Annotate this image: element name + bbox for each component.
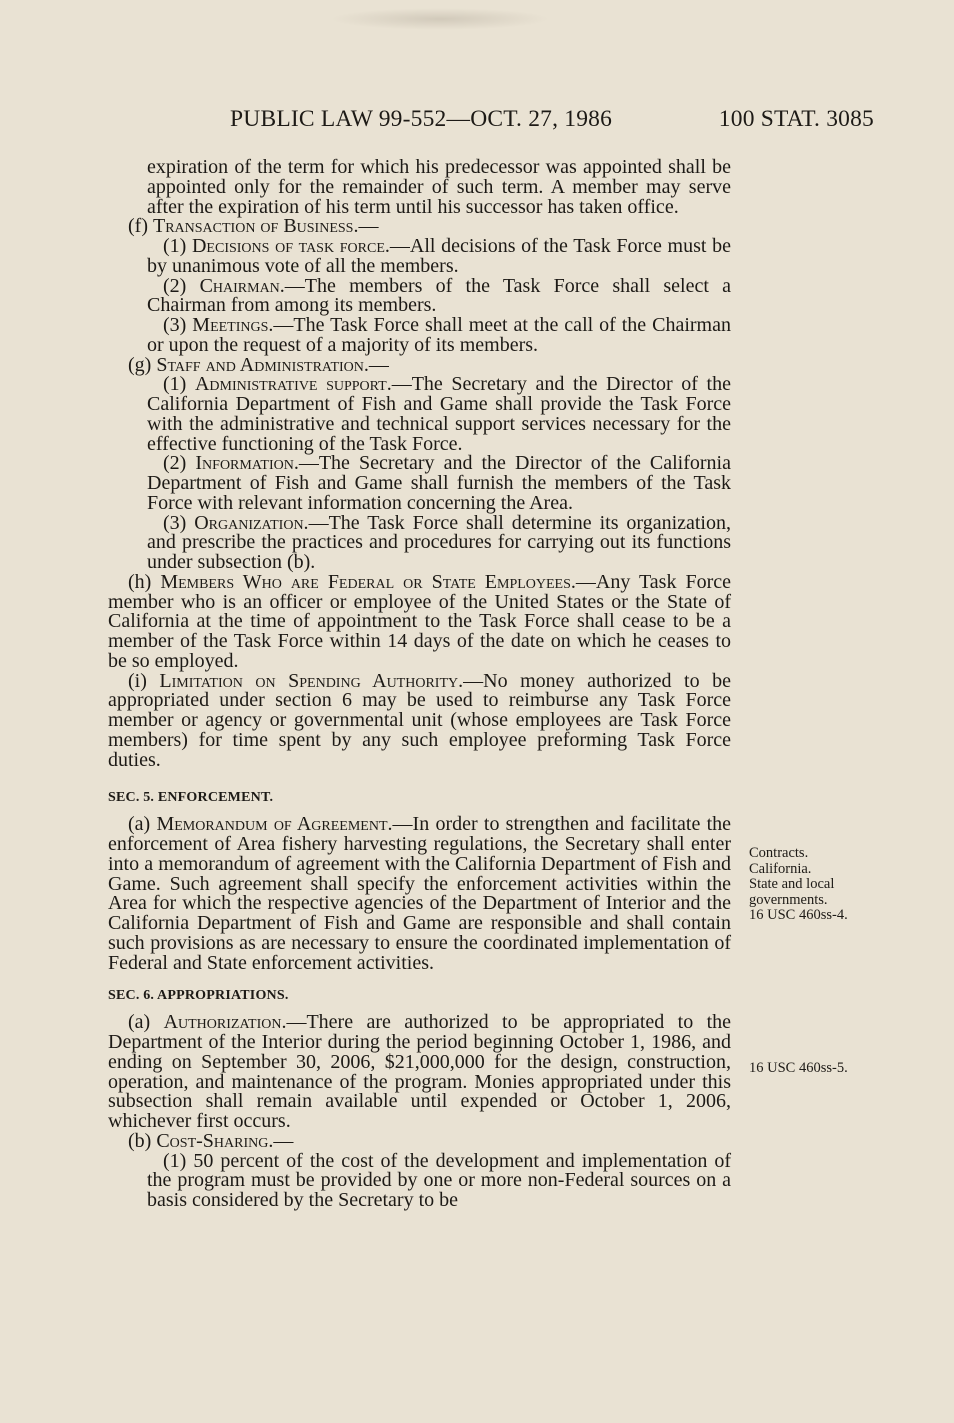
paragraph-g2: (2) Information.—The Secretary and the Director of the California Department of Fish and Game shall furnish the members of the Task Force with relevant information concerning the Area.: [147, 452, 731, 514]
subsection-heading: Staff and Administration.: [156, 353, 369, 376]
page-header: [230, 106, 874, 138]
subsection-g: (g) Staff and Administration.—: [128, 353, 389, 376]
paragraph-heading: Decisions of task force.: [191, 235, 390, 257]
margin-note-line: Contracts.: [749, 845, 809, 861]
subsection-heading: Transaction of Business.: [152, 215, 359, 238]
document-body: [108, 158, 731, 1211]
paragraph-6b1: (1) 50 percent of the cost of the development and implementation of the program must be provided by one or more non-Federal sources on a basis considered by the Secretary to be: [147, 1149, 731, 1211]
section-6-subsection-a: (a) Authorization.—There are authorized to be appropriated to the Department of the Interior during the period beginning October 1, 1986, and ending on September 30, 2006, $21,000,000 for the design, construction, operation, and maintenance of the program. Monies appropriated under this subsection shall remain available until expended or October 1, 2006, whichever first occurs.: [108, 1011, 732, 1132]
paragraph-heading: Information.: [195, 452, 299, 475]
subsection-h: (h) Members Who are Federal or State Employees.—Any Task Force member who is an officer or employee of the United States or the State of California at the time of appointment to the Task Force shall cease to be a member of the Task Force within 14 days of the date on which he ceases to be so employed.: [108, 570, 731, 672]
subsection-i: (i) Limitation on Spending Authority.—No money authorized to be appropriated under section 6 may be used to reimburse any Task Force member or agency or governmental unit (whose employees are Task Force members) for time spent by any such employee preforming Task Force duties.: [108, 669, 731, 771]
statute-page-number: 100 STAT. 3085: [718, 106, 874, 132]
margin-note-section-6: [749, 1061, 874, 1077]
section-5-subsection-a: (a) Memorandum of Agreement.—In order to strengthen and facilitate the enforcement of Area fishery harvesting regulations, the Secretary shall enter into a memorandum of agreement with the California Department of Fish and Game. Such agreement shall specify the enforcement activities within the Area for which the respective agencies of the Department of Interior and the California Department of Fish and Game are responsible and shall contain such provisions as are necessary to ensure the coordinated implementation of Federal and State enforcement activities.: [108, 813, 731, 974]
paragraph-g1: (1) Administrative support.—The Secretary and the Director of the California Department of Fish and Game shall provide the Task Force with the administrative and technical support services necessary for the effective functioning of the Task Force.: [147, 373, 731, 455]
public-law-title: PUBLIC LAW 99-552—OCT. 27, 1986: [230, 106, 613, 132]
paragraph-heading: Meetings.: [192, 314, 274, 336]
subsection-f: (f) Transaction of Business.—: [128, 215, 379, 238]
subsection-heading: Authorization.: [163, 1011, 287, 1034]
margin-note-line: California.: [749, 860, 812, 877]
paragraph-heading: Organization.: [194, 511, 309, 534]
section-6-subsection-b: (b) Cost-Sharing.—: [128, 1129, 294, 1152]
margin-note-line: State and local: [749, 876, 835, 892]
margin-note-line: 16 USC 460ss-4.: [749, 907, 848, 923]
subsection-heading: Limitation on Spending Authority.: [159, 669, 464, 692]
paragraph-heading: Administrative support.: [194, 373, 392, 396]
paragraph-continuation: expiration of the term for which his predecessor was appointed shall be appointed only for the remainder of such term. A member may serve after the expiration of his term until his successor has taken office.: [147, 156, 731, 218]
section-6-heading: SEC. 6. APPROPRIATIONS.: [108, 988, 289, 1004]
subsection-heading: Memorandum of Agreement.: [156, 813, 393, 836]
scan-smudge: [330, 8, 550, 30]
subsection-heading: Cost-Sharing.: [156, 1129, 274, 1152]
section-5-heading: SEC. 5. ENFORCEMENT.: [108, 790, 274, 806]
paragraph-f1: (1) Decisions of task force.—All decisions of the Task Force must be by unanimous vote of all the members.: [147, 235, 731, 277]
margin-note-line: governments.: [749, 891, 828, 908]
paragraph-heading: Chairman.: [199, 274, 285, 297]
paragraph-g3: (3) Organization.—The Task Force shall determine its organization, and prescribe the practices and procedures for carrying out its functions under subsection (b).: [147, 511, 731, 573]
subsection-heading: Members Who are Federal or State Employees.: [160, 570, 576, 593]
paragraph-f2: (2) Chairman.—The members of the Task Force shall select a Chairman from among its members.: [147, 274, 731, 317]
margin-note-line: 16 USC 460ss-5.: [749, 1060, 848, 1076]
paragraph-f3: (3) Meetings.—The Task Force shall meet at the call of the Chairman or upon the request of a majority of its members.: [147, 314, 731, 356]
margin-note-section-5: [749, 846, 874, 924]
